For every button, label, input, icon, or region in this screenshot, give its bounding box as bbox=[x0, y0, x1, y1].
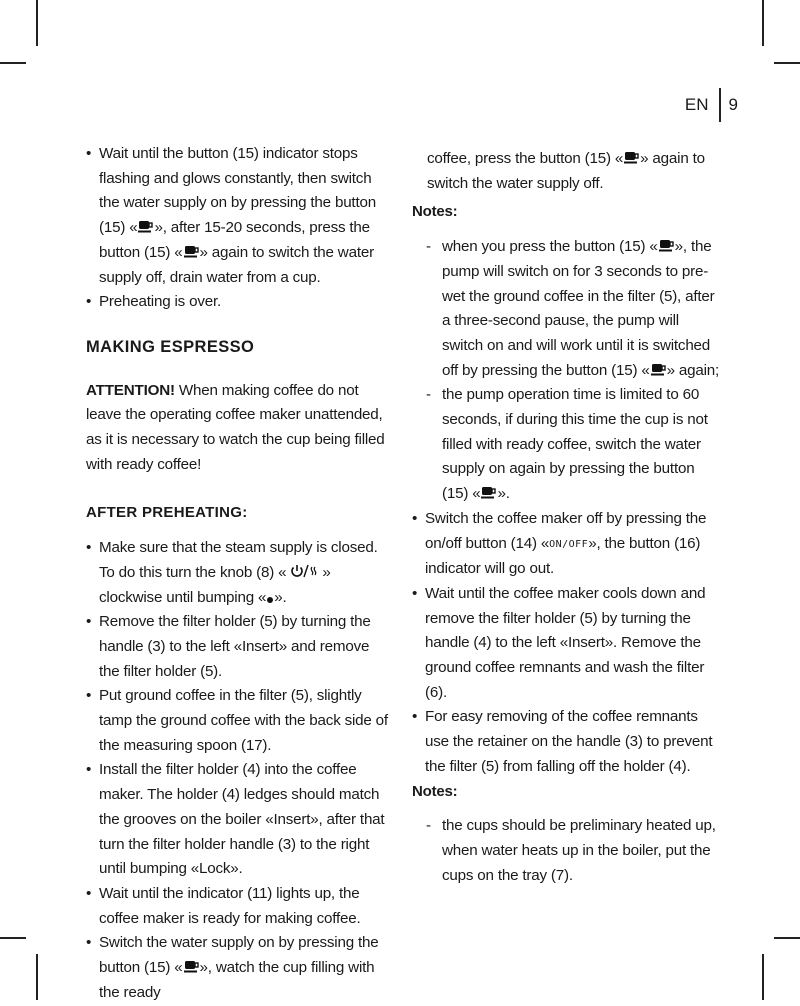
right-column bbox=[412, 140, 720, 888]
list-item: • Install the filter holder (4) into the coffee maker. The holder (4) ledges should match the grooves on the boiler «Insert», after that turn the filter holder handle (3) to the right until bumping «Lock». bbox=[86, 758, 388, 882]
list-item: • Remove the filter holder (5) by turning the handle (3) to the left «Insert» and remove the filter holder (5). bbox=[86, 610, 388, 684]
coffee-cup-icon bbox=[183, 243, 200, 260]
note-item: - the cups should be preliminary heated up, when water heats up in the boiler, put the cups on the tray (7). bbox=[412, 814, 720, 888]
list-item: • Wait until the button (15) indicator stops flashing and glows constantly, then switch the water supply on by pressing the button (15) « », after 15-20 seconds, press the button (15) « » again to switch the water supply off, drain water from a cup. bbox=[86, 142, 388, 290]
section-heading: MAKING ESPRESSO bbox=[86, 337, 255, 356]
steam-power-icon bbox=[290, 563, 318, 579]
list-item: • Put ground coffee in the filter (5), slightly tamp the ground coffee with the back side of the measuring spoon (17). bbox=[86, 684, 388, 758]
list-item: • For easy removing of the coffee remnants use the retainer on the handle (3) to prevent the filter (5) from falling off the holder (4). bbox=[412, 705, 720, 779]
list-item: • Preheating is over. bbox=[86, 290, 388, 315]
list-item: • Switch the coffee maker off by pressing the on/off button (14) «ON/OFF», the button (16) indicator will go out. bbox=[412, 507, 720, 582]
crop-mark-top-right-horizontal bbox=[774, 62, 800, 64]
notes-heading: Notes: bbox=[412, 782, 458, 800]
crop-mark-bottom-right-horizontal bbox=[774, 937, 800, 939]
crop-mark-bottom-left-horizontal bbox=[0, 937, 26, 939]
header-divider bbox=[719, 88, 721, 122]
coffee-cup-icon bbox=[137, 218, 154, 235]
crop-mark-bottom-left-vertical bbox=[36, 954, 38, 1000]
coffee-cup-icon bbox=[658, 237, 675, 254]
crop-mark-top-left-vertical bbox=[36, 0, 38, 46]
page-header bbox=[685, 88, 738, 122]
list-item: • Switch the water supply on by pressing the button (15) « », watch the cup filling with the ready bbox=[86, 931, 388, 1005]
subsection-heading: AFTER PREHEATING: bbox=[86, 504, 248, 522]
on-off-icon: ON/OFF bbox=[549, 538, 589, 550]
attention-paragraph: ATTENTION! When making coffee do not leave the operating coffee maker unattended, as it is necessary to watch the cup being filled with ready coffee! bbox=[86, 381, 385, 473]
crop-mark-bottom-right-vertical bbox=[762, 954, 764, 1000]
coffee-cup-icon bbox=[183, 958, 200, 975]
crop-mark-top-right-vertical bbox=[762, 0, 764, 46]
list-item: • Wait until the coffee maker cools down and remove the filter holder (5) by turning the handle (4) to the left «Insert». Remove the ground coffee remnants and wash the filter (6). bbox=[412, 582, 720, 706]
page-number: 9 bbox=[728, 95, 738, 114]
list-item: • Make sure that the steam supply is closed. To do this turn the knob (8) « » clockwise until bumping « ». bbox=[86, 536, 388, 610]
list-item: • Wait until the indicator (11) lights up, the coffee maker is ready for making coffee. bbox=[86, 882, 388, 931]
continued-paragraph: coffee, press the button (15) « » again to switch the water supply off. bbox=[427, 150, 705, 192]
coffee-cup-icon bbox=[480, 484, 497, 501]
note-item: - the pump operation time is limited to 60 seconds, if during this time the cup is not filled with ready coffee, switch the water supply on again by pressing the button (15) « ». bbox=[412, 383, 720, 507]
notes-heading: Notes: bbox=[412, 203, 458, 221]
coffee-cup-icon bbox=[650, 361, 667, 378]
left-column bbox=[86, 140, 388, 1006]
note-item: - when you press the button (15) « », the pump will switch on for 3 seconds to pre-wet the ground coffee in the filter (5), after a three-second pause, the pump will switch on and will work until it is switched off by pressing the button (15) « » again; bbox=[412, 235, 720, 383]
language-label: EN bbox=[684, 95, 709, 114]
coffee-cup-icon bbox=[623, 149, 640, 166]
attention-label: ATTENTION! bbox=[86, 381, 175, 399]
crop-mark-top-left-horizontal bbox=[0, 62, 26, 64]
